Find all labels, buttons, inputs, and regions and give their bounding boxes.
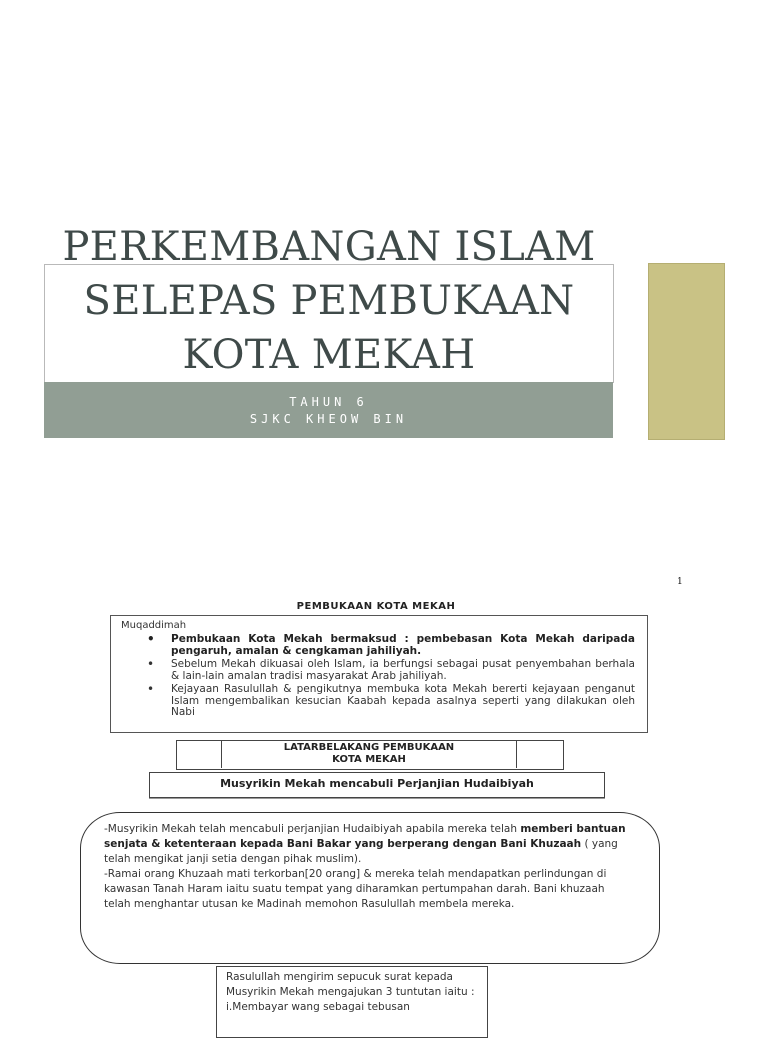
musyrikin-heading: Musyrikin Mekah mencabuli Perjanjian Hudaibiyah — [149, 772, 605, 798]
accent-block — [648, 263, 725, 440]
title-line-3: KOTA MEKAH — [182, 332, 476, 378]
muqaddimah-list — [141, 634, 635, 721]
paragraph-text: ( yang telah mengikat janji setia dengan pihak muslim). — [104, 838, 618, 865]
list-item: • Sebelum Mekah dikuasai oleh Islam, ia berfungsi sebagai pusat penyembahan berhala & lain-lain amalan tradisi masyarakat Arab jahiliyah. — [141, 659, 635, 682]
explanation-text — [104, 822, 634, 912]
background-heading-line-1: LATARBELAKANG PEMBUKAAN — [283, 742, 455, 753]
background-heading-line-2: KOTA MEKAH — [332, 754, 406, 765]
list-item: • Pembukaan Kota Mekah bermaksud : pembebasan Kota Mekah daripada pengaruh, amalan & cengkaman jahiliyah. — [141, 634, 635, 657]
title-line-2: SELEPAS PEMBUKAAN — [83, 278, 575, 324]
subtitle-line-2: SJKC KHEOW BIN — [249, 412, 408, 426]
muqaddimah-box — [110, 615, 648, 733]
muqaddimah-label: Muqaddimah — [121, 620, 187, 631]
subtitle-line-1: TAHUN 6 — [289, 395, 368, 409]
explanation-paragraph-1 — [104, 822, 634, 867]
letter-text: Rasulullah mengirim sepucuk surat kepada Musyrikin Mekah mengajukan 3 tuntutan iaitu : i.Membayar wang sebagai tebusan — [226, 971, 475, 1013]
background-heading — [221, 740, 517, 768]
subtitle-band — [44, 382, 613, 438]
paragraph-bold-text: memberi bantuan senjata & ketenteraan kepada Bani Bakar yang berperang dengan Bani Khuzaah — [104, 823, 626, 850]
slide-title — [44, 220, 614, 382]
page-number: 1 — [677, 577, 683, 587]
title-line-1: PERKEMBANGAN ISLAM — [62, 224, 596, 270]
document-heading: PEMBUKAAN KOTA MEKAH — [296, 601, 456, 612]
paragraph-text: -Musyrikin Mekah telah mencabuli perjanjian Hudaibiyah apabila mereka telah — [104, 823, 521, 835]
explanation-paragraph-2: -Ramai orang Khuzaah mati terkorban[20 orang] & mereka telah mendapatkan perlindungan di kawasan Tanah Haram iaitu suatu tempat yang diharamkan pertumpahan darah. Bani khuzaah telah menghantar utusan ke Madinah memohon Rasulullah membela mereka. — [104, 868, 607, 910]
background-heading-box — [176, 740, 564, 770]
list-item: • Kejayaan Rasulullah & pengikutnya membuka kota Mekah bererti kejayaan penganut Islam mengembalikan kesucian Kaabah kepada asalnya seperti yang dilakukan oleh Nabi — [141, 684, 635, 719]
